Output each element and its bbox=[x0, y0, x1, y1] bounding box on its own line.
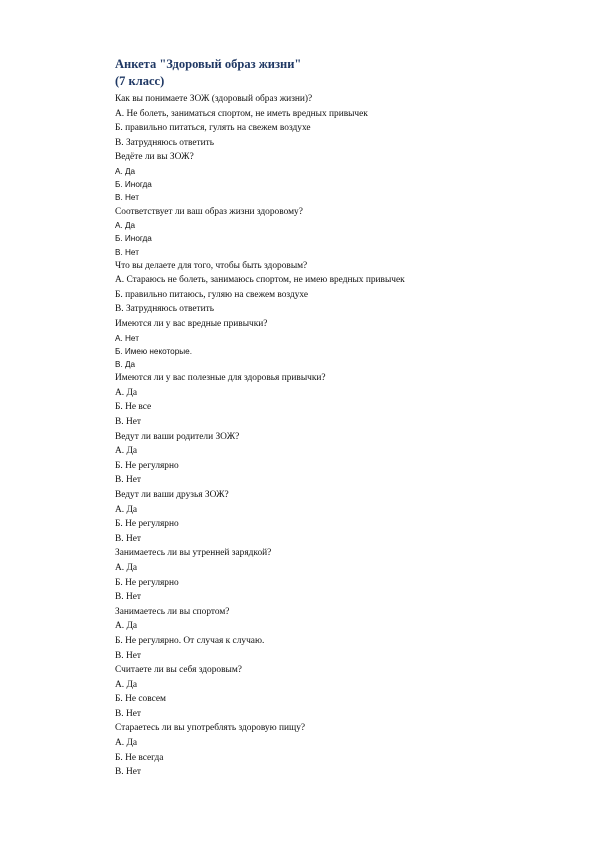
answer-option: В. Нет bbox=[115, 475, 141, 486]
answer-option: В. Нет bbox=[115, 247, 139, 257]
question-block bbox=[115, 663, 555, 721]
answer-option: Б. Не регулярно bbox=[115, 519, 179, 530]
answer-option: В. Нет bbox=[115, 592, 141, 603]
answer-option: В. Нет bbox=[115, 767, 141, 778]
title-line-2: (7 класс) bbox=[115, 74, 165, 88]
document-title bbox=[115, 56, 535, 90]
answer-option: В. Нет bbox=[115, 193, 139, 203]
answer-option: В. Затрудняюсь ответить bbox=[115, 304, 214, 315]
questionnaire bbox=[115, 92, 555, 780]
question-text: Как вы понимаете ЗОЖ (здоровый образ жизни)? bbox=[115, 94, 313, 104]
question-block bbox=[115, 92, 555, 150]
answer-option: А. Да bbox=[115, 387, 138, 398]
answer-option: А. Да bbox=[115, 562, 138, 573]
question-block bbox=[115, 721, 555, 779]
answer-option: В. Нет bbox=[115, 533, 141, 544]
question-block bbox=[115, 371, 555, 429]
question-text: Имеются ли у вас вредные привычки? bbox=[115, 319, 268, 330]
question-text: Ведут ли ваши друзья ЗОЖ? bbox=[115, 489, 229, 500]
question-block bbox=[115, 488, 555, 546]
answer-option: В. Нет bbox=[115, 650, 141, 661]
question-text: Ведут ли ваши родители ЗОЖ? bbox=[115, 431, 240, 442]
answer-option: В. Нет bbox=[115, 417, 141, 427]
question-text: Считаете ли вы себя здоровым? bbox=[115, 665, 242, 676]
question-block bbox=[115, 150, 555, 204]
question-block bbox=[115, 546, 555, 604]
answer-option: А. Да bbox=[115, 738, 138, 749]
question-text: Занимаетесь ли вы спортом? bbox=[115, 606, 230, 617]
question-text: Соответствует ли ваш образ жизни здоровому? bbox=[115, 206, 303, 217]
answer-option: Б. Имею некоторые. bbox=[115, 346, 193, 356]
answer-option: Б. Не все bbox=[115, 402, 152, 413]
question-block bbox=[115, 205, 555, 259]
answer-option: Б. правильно питаюсь, гуляю на свежем воздухе bbox=[115, 289, 309, 300]
answer-option: А. Не болеть, заниматься спортом, не иметь вредных привычек bbox=[115, 108, 368, 119]
question-block bbox=[115, 317, 555, 371]
answer-option: Б. Не регулярно. От случая к случаю. bbox=[115, 635, 265, 646]
answer-option: Б. правильно питаться, гулять на свежем воздухе bbox=[115, 123, 311, 134]
question-text: Стараетесь ли вы употреблять здоровую пищу? bbox=[115, 723, 306, 734]
answer-option: А. Да bbox=[115, 166, 136, 176]
answer-option: В. Затрудняюсь ответить bbox=[115, 137, 214, 148]
answer-option: А. Стараюсь не болеть, занимаюсь спортом, не имею вредных привычек bbox=[115, 275, 405, 286]
answer-option: А. Нет bbox=[115, 333, 139, 343]
answer-option: А. Да bbox=[115, 621, 138, 632]
title-line-1: Анкета "Здоровый образ жизни" bbox=[115, 57, 302, 71]
question-text: Ведёте ли вы ЗОЖ? bbox=[115, 152, 194, 163]
answer-option: Б. Не регулярно bbox=[115, 577, 179, 588]
answer-option: А. Да bbox=[115, 221, 136, 231]
answer-option: А. Да bbox=[115, 446, 138, 457]
answer-option: Б. Не совсем bbox=[115, 694, 166, 705]
question-block bbox=[115, 259, 555, 317]
answer-option: А. Да bbox=[115, 504, 138, 515]
question-block bbox=[115, 430, 555, 488]
answer-option: Б. Иногда bbox=[115, 234, 152, 244]
answer-option: А. Да bbox=[115, 679, 138, 690]
question-block bbox=[115, 605, 555, 663]
question-text: Что вы делаете для того, чтобы быть здоровым? bbox=[115, 260, 308, 271]
answer-option: Б. Иногда bbox=[115, 180, 152, 190]
answer-option: Б. Не всегда bbox=[115, 752, 164, 763]
question-text: Имеются ли у вас полезные для здоровья привычки? bbox=[115, 373, 326, 384]
answer-option: В. Да bbox=[115, 360, 136, 370]
answer-option: В. Нет bbox=[115, 708, 141, 719]
answer-option: Б. Не регулярно bbox=[115, 460, 179, 471]
question-text: Занимаетесь ли вы утренней зарядкой? bbox=[115, 548, 272, 559]
